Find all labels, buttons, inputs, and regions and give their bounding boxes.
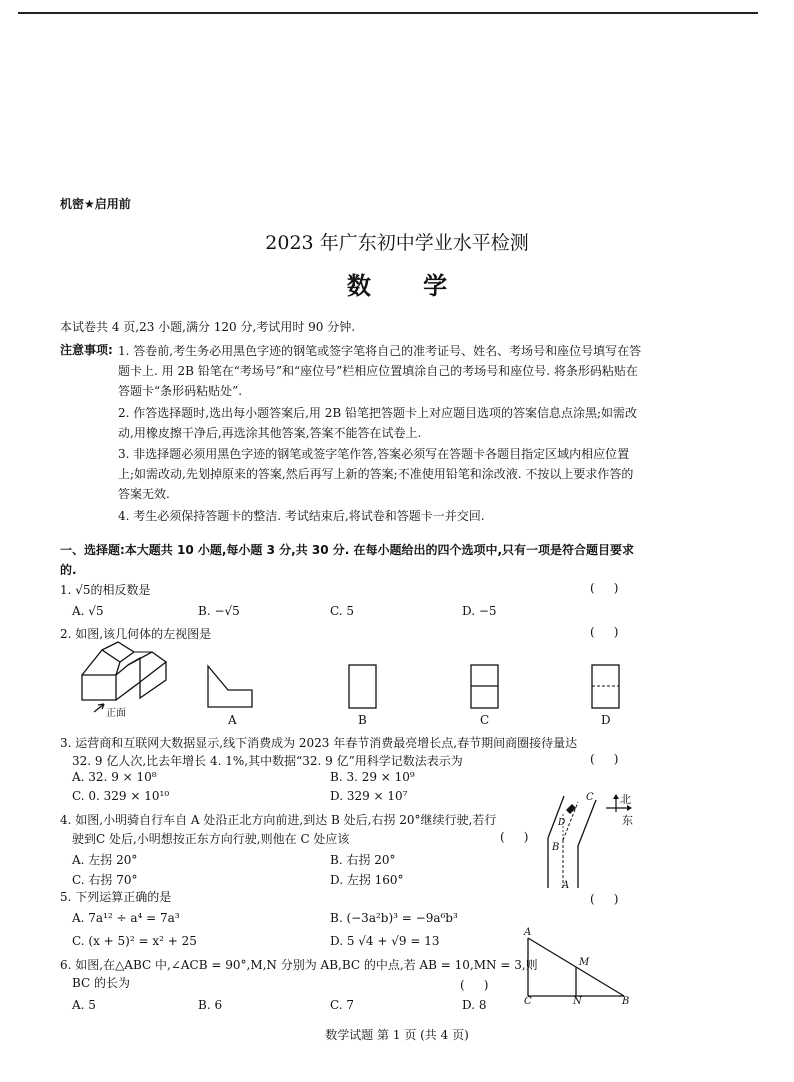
q5-answer-paren: ( ) bbox=[590, 892, 619, 906]
q6-stem-line-1: 6. 如图,在△ABC 中,∠ACB = 90°,M,N 分别为 AB,BC 的中点,若 AB = 10,MN = 3,则 bbox=[60, 958, 538, 972]
q2-label-a: A bbox=[228, 713, 237, 727]
q2-stem: 2. 如图,该几何体的左视图是 bbox=[60, 627, 212, 641]
q1-option-c: C. 5 bbox=[330, 604, 355, 618]
q4-option-b: B. 右拐 20° bbox=[330, 853, 396, 867]
note-1: 1. 答卷前,考生务必用黑色字迹的钢笔或签字笔将自己的准考证号、姓名、考场号和座位号填写在答题卡上. 用 2B 铅笔在“考场号”和“座位号”栏相应位置填涂自己的考场号和座位号. 将条形码粘贴在答题卡“条形码粘贴处”. bbox=[118, 344, 642, 398]
subject-title: 数 学 bbox=[346, 271, 470, 300]
q6-option-c: C. 7 bbox=[330, 998, 355, 1012]
q2-option-c-figure bbox=[470, 664, 500, 710]
q5-option-b: B. (−3a²b)³ = −9a⁶b³ bbox=[330, 911, 458, 925]
q6-point-n: N bbox=[573, 996, 582, 1007]
q2-front-label: 正面 bbox=[106, 708, 126, 719]
confidential-mark: 机密★启用前 bbox=[60, 197, 131, 211]
q6-option-b: B. 6 bbox=[198, 998, 223, 1012]
q6-option-a: A. 5 bbox=[72, 998, 96, 1012]
q6-point-b: B bbox=[622, 996, 630, 1007]
q4-option-d: D. 左拐 160° bbox=[330, 873, 404, 887]
note-2: 2. 作答选择题时,选出每小题答案后,用 2B 铅笔把答题卡上对应题目选项的答案信息点涂黑;如需改动,用橡皮擦干净后,再选涂其他答案,答案不能答在试卷上. bbox=[118, 406, 638, 440]
q3-answer-paren: ( ) bbox=[590, 752, 619, 766]
q6-answer-paren: ( ) bbox=[460, 978, 489, 992]
q1-option-a: A. √5 bbox=[72, 604, 104, 618]
q3-option-d: D. 329 × 10⁷ bbox=[330, 789, 408, 803]
q6-triangle-figure bbox=[520, 930, 630, 1002]
q4-stem-line-2: 驶到C 处后,小明想按正东方向行驶,则他在 C 处应该 bbox=[72, 832, 350, 846]
q2-label-c: C bbox=[480, 713, 490, 727]
q6-point-m: M bbox=[579, 957, 590, 968]
top-rule bbox=[18, 12, 758, 14]
q6-option-d: D. 8 bbox=[462, 998, 487, 1012]
note-4: 4. 考生必须保持答题卡的整洁. 考试结束后,将试卷和答题卡一并交回. bbox=[118, 509, 485, 523]
q4-stem-line-1: 4. 如图,小明骑自行车自 A 处沿正北方向前进,到达 B 处后,右拐 20°继续行驶,若行 bbox=[60, 813, 497, 827]
q2-option-d-figure bbox=[591, 664, 621, 710]
q2-solid-figure bbox=[78, 640, 168, 710]
q4-option-c: C. 右拐 70° bbox=[72, 873, 138, 887]
q2-label-d: D bbox=[601, 713, 611, 727]
q2-option-b-figure bbox=[348, 664, 378, 710]
q6-point-a: A bbox=[524, 927, 532, 938]
q1-option-d: D. −5 bbox=[462, 604, 497, 618]
q5-option-d: D. 5 √4 + √9 = 13 bbox=[330, 934, 440, 948]
q4-point-c: C bbox=[586, 792, 594, 803]
q4-point-b: B bbox=[552, 842, 560, 853]
q3-stem-line-2: 32. 9 亿人次,比去年增长 4. 1%,其中数据“32. 9 亿”用科学记数法表示为 bbox=[72, 754, 463, 768]
q2-option-a-figure bbox=[206, 664, 256, 709]
q2-answer-paren: ( ) bbox=[590, 625, 619, 639]
q6-stem-line-2: BC 的长为 bbox=[72, 976, 131, 990]
q5-option-a: A. 7a¹² ÷ a⁴ = 7a³ bbox=[72, 911, 180, 925]
q4-answer-paren: ( ) bbox=[500, 830, 529, 844]
q1-answer-paren: ( ) bbox=[590, 581, 619, 595]
exam-title: 2023 年广东初中学业水平检测 bbox=[265, 232, 529, 254]
q3-stem-line-1: 3. 运营商和互联网大数据显示,线下消费成为 2023 年春节消费最亮增长点,春节期间商圈接待量达 bbox=[60, 736, 578, 750]
q5-option-c: C. (x + 5)² = x² + 25 bbox=[72, 934, 197, 948]
q6-point-c: C bbox=[524, 996, 532, 1007]
q3-option-b: B. 3. 29 × 10⁹ bbox=[330, 770, 415, 784]
q4-east-label: 东 bbox=[622, 814, 633, 827]
q4-north-label: 北 bbox=[620, 793, 631, 806]
exam-intro: 本试卷共 4 页,23 小题,满分 120 分,考试用时 90 分钟. bbox=[60, 320, 356, 334]
q3-option-c: C. 0. 329 × 10¹⁰ bbox=[72, 789, 170, 803]
note-3: 3. 非选择题必须用黑色字迹的钢笔或签字笔作答,答案必须写在答题卡各题目指定区域内相应位置上;如需改动,先划掉原来的答案,然后再写上新的答案;不准使用铅笔和涂改液. 不按以上要求作答的答案无效. bbox=[118, 447, 634, 501]
page-footer: 数学试题 第 1 页 (共 4 页) bbox=[325, 1028, 469, 1042]
q2-label-b: B bbox=[358, 713, 367, 727]
q1-option-b: B. −√5 bbox=[198, 604, 240, 618]
q5-stem: 5. 下列运算正确的是 bbox=[60, 890, 172, 904]
notes-label: 注意事项: bbox=[60, 343, 113, 357]
q4-point-d: D bbox=[558, 818, 566, 828]
section-heading: 一、选择题:本大题共 10 小题,每小题 3 分,共 30 分. 在每小题给出的四个选项中,只有一项是符合题目要求的. bbox=[60, 543, 635, 577]
q3-option-a: A. 32. 9 × 10⁸ bbox=[72, 770, 157, 784]
q4-option-a: A. 左拐 20° bbox=[72, 853, 138, 867]
q1-stem: 1. √5的相反数是 bbox=[60, 583, 151, 597]
q4-point-a: A bbox=[562, 880, 570, 891]
